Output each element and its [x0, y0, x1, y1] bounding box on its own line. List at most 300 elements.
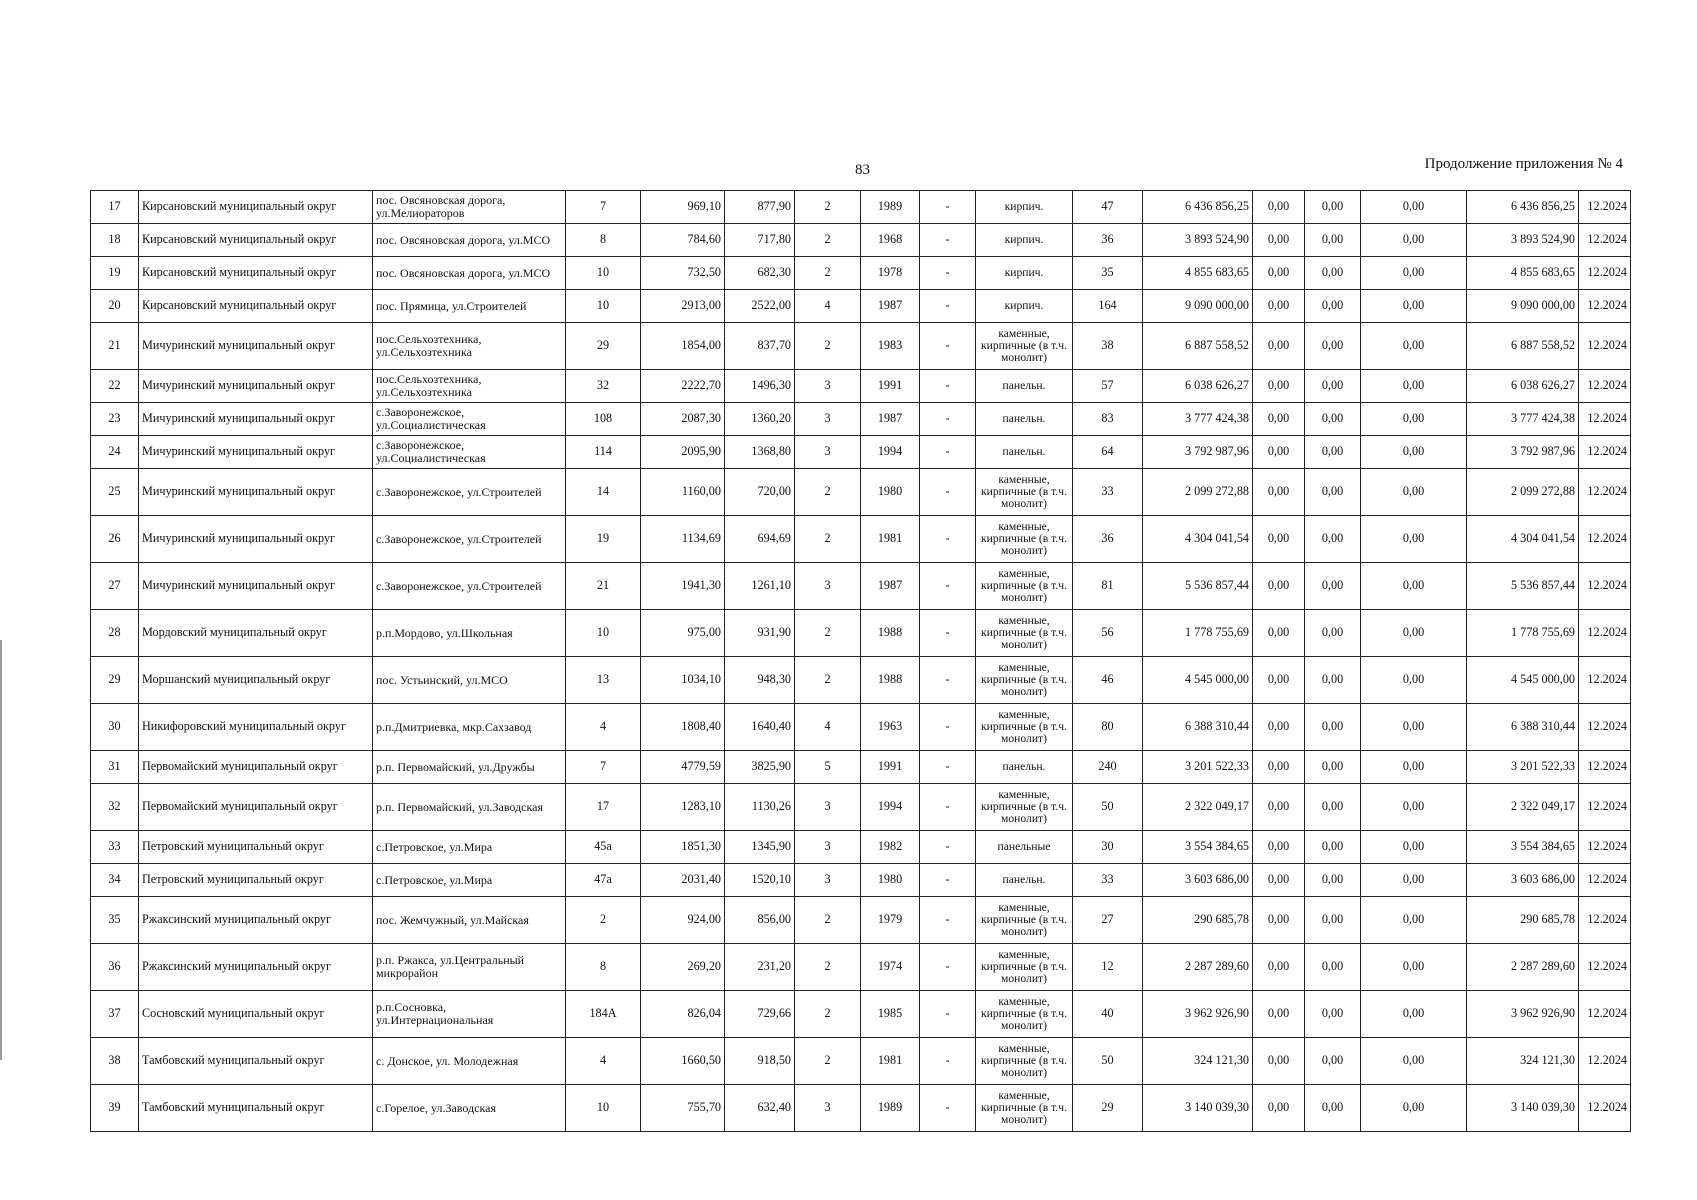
cell-municipality: Сосновский муниципальный округ	[139, 991, 373, 1038]
cell-total-cost: 6 388 310,44	[1143, 704, 1253, 751]
cell-cost-owners: 3 893 524,90	[1467, 224, 1579, 257]
cell-floors: 2	[795, 657, 861, 704]
cell-living-area: 1261,10	[725, 563, 795, 610]
cell-municipality: Мичуринский муниципальный округ	[139, 469, 373, 516]
cell-row-number: 33	[91, 831, 139, 864]
cell-cost-fund: 0,00	[1253, 436, 1305, 469]
cell-municipality: Мичуринский муниципальный округ	[139, 516, 373, 563]
cell-wall-material: панельн.	[976, 370, 1073, 403]
cell-total-cost: 3 603 686,00	[1143, 864, 1253, 897]
cell-residents: 29	[1073, 1085, 1143, 1132]
cell-cost-region: 0,00	[1305, 563, 1361, 610]
cell-cost-fund: 0,00	[1253, 224, 1305, 257]
cell-wall-material: каменные, кирпичные (в т.ч. монолит)	[976, 944, 1073, 991]
cell-total-cost: 3 201 522,33	[1143, 751, 1253, 784]
cell-row-number: 35	[91, 897, 139, 944]
cell-total-cost: 2 099 272,88	[1143, 469, 1253, 516]
cell-completion-date: 12.2024	[1579, 516, 1631, 563]
cell-cost-local: 0,00	[1361, 323, 1467, 370]
table-row	[91, 516, 1631, 563]
cell-cost-region: 0,00	[1305, 610, 1361, 657]
cell-cost-fund: 0,00	[1253, 704, 1305, 751]
cell-cost-local: 0,00	[1361, 704, 1467, 751]
cell-cost-fund: 0,00	[1253, 991, 1305, 1038]
cell-cost-owners: 3 201 522,33	[1467, 751, 1579, 784]
table-row	[91, 657, 1631, 704]
table-row	[91, 751, 1631, 784]
cell-row-number: 23	[91, 403, 139, 436]
table-row	[91, 257, 1631, 290]
cell-year-built: 1994	[861, 784, 920, 831]
cell-cost-region: 0,00	[1305, 191, 1361, 224]
cell-completion-date: 12.2024	[1579, 751, 1631, 784]
cell-blank-cell: -	[920, 784, 976, 831]
cell-row-number: 17	[91, 191, 139, 224]
cell-cost-local: 0,00	[1361, 1085, 1467, 1132]
cell-house-number: 8	[566, 944, 641, 991]
cell-residents: 12	[1073, 944, 1143, 991]
cell-municipality: Мичуринский муниципальный округ	[139, 403, 373, 436]
cell-row-number: 25	[91, 469, 139, 516]
cell-cost-owners: 3 140 039,30	[1467, 1085, 1579, 1132]
cell-total-area: 1808,40	[641, 704, 725, 751]
cell-blank-cell: -	[920, 897, 976, 944]
cell-blank-cell: -	[920, 290, 976, 323]
cell-cost-region: 0,00	[1305, 323, 1361, 370]
cell-wall-material: каменные, кирпичные (в т.ч. монолит)	[976, 1038, 1073, 1085]
cell-municipality: Ржаксинский муниципальный округ	[139, 897, 373, 944]
cell-address: с.Заворонежское, ул.Строителей	[373, 516, 566, 563]
table-row	[91, 864, 1631, 897]
cell-municipality: Кирсановский муниципальный округ	[139, 257, 373, 290]
cell-floors: 2	[795, 610, 861, 657]
scan-edge-mark	[0, 640, 2, 1060]
cell-cost-local: 0,00	[1361, 469, 1467, 516]
cell-cost-owners: 6 038 626,27	[1467, 370, 1579, 403]
cell-address: с.Петровское, ул.Мира	[373, 831, 566, 864]
cell-house-number: 47а	[566, 864, 641, 897]
cell-total-area: 1854,00	[641, 323, 725, 370]
cell-completion-date: 12.2024	[1579, 1085, 1631, 1132]
cell-completion-date: 12.2024	[1579, 436, 1631, 469]
cell-row-number: 26	[91, 516, 139, 563]
cell-completion-date: 12.2024	[1579, 469, 1631, 516]
table-row	[91, 944, 1631, 991]
cell-completion-date: 12.2024	[1579, 290, 1631, 323]
cell-total-cost: 9 090 000,00	[1143, 290, 1253, 323]
cell-house-number: 19	[566, 516, 641, 563]
cell-cost-fund: 0,00	[1253, 784, 1305, 831]
cell-cost-region: 0,00	[1305, 897, 1361, 944]
cell-floors: 2	[795, 991, 861, 1038]
cell-address: пос. Прямица, ул.Строителей	[373, 290, 566, 323]
cell-house-number: 108	[566, 403, 641, 436]
cell-total-cost: 3 140 039,30	[1143, 1085, 1253, 1132]
cell-total-cost: 4 545 000,00	[1143, 657, 1253, 704]
cell-address: с.Заворонежское, ул.Строителей	[373, 563, 566, 610]
cell-cost-fund: 0,00	[1253, 563, 1305, 610]
cell-row-number: 36	[91, 944, 139, 991]
cell-cost-owners: 290 685,78	[1467, 897, 1579, 944]
table-row	[91, 897, 1631, 944]
cell-cost-owners: 2 322 049,17	[1467, 784, 1579, 831]
cell-floors: 3	[795, 563, 861, 610]
cell-floors: 4	[795, 290, 861, 323]
cell-floors: 3	[795, 864, 861, 897]
cell-cost-owners: 324 121,30	[1467, 1038, 1579, 1085]
cell-cost-region: 0,00	[1305, 436, 1361, 469]
cell-completion-date: 12.2024	[1579, 657, 1631, 704]
cell-floors: 2	[795, 944, 861, 991]
cell-wall-material: кирпич.	[976, 257, 1073, 290]
cell-blank-cell: -	[920, 370, 976, 403]
cell-wall-material: каменные, кирпичные (в т.ч. монолит)	[976, 897, 1073, 944]
cell-year-built: 1988	[861, 610, 920, 657]
table-body	[91, 191, 1631, 1132]
cell-year-built: 1983	[861, 323, 920, 370]
cell-residents: 50	[1073, 1038, 1143, 1085]
cell-total-cost: 2 287 289,60	[1143, 944, 1253, 991]
cell-house-number: 14	[566, 469, 641, 516]
cell-blank-cell: -	[920, 469, 976, 516]
cell-cost-local: 0,00	[1361, 370, 1467, 403]
cell-cost-owners: 5 536 857,44	[1467, 563, 1579, 610]
cell-residents: 64	[1073, 436, 1143, 469]
cell-municipality: Первомайский муниципальный округ	[139, 751, 373, 784]
cell-wall-material: кирпич.	[976, 290, 1073, 323]
cell-living-area: 856,00	[725, 897, 795, 944]
cell-house-number: 29	[566, 323, 641, 370]
cell-year-built: 1968	[861, 224, 920, 257]
cell-living-area: 1368,80	[725, 436, 795, 469]
cell-cost-local: 0,00	[1361, 1038, 1467, 1085]
cell-completion-date: 12.2024	[1579, 944, 1631, 991]
cell-total-area: 924,00	[641, 897, 725, 944]
cell-residents: 30	[1073, 831, 1143, 864]
cell-house-number: 10	[566, 610, 641, 657]
cell-cost-owners: 3 603 686,00	[1467, 864, 1579, 897]
cell-blank-cell: -	[920, 864, 976, 897]
cell-living-area: 931,90	[725, 610, 795, 657]
cell-row-number: 18	[91, 224, 139, 257]
cell-completion-date: 12.2024	[1579, 563, 1631, 610]
cell-floors: 2	[795, 323, 861, 370]
table-row	[91, 469, 1631, 516]
cell-total-area: 1134,69	[641, 516, 725, 563]
cell-cost-region: 0,00	[1305, 751, 1361, 784]
cell-blank-cell: -	[920, 657, 976, 704]
cell-total-cost: 290 685,78	[1143, 897, 1253, 944]
cell-total-area: 1941,30	[641, 563, 725, 610]
cell-cost-region: 0,00	[1305, 991, 1361, 1038]
cell-wall-material: каменные, кирпичные (в т.ч. монолит)	[976, 469, 1073, 516]
cell-year-built: 1974	[861, 944, 920, 991]
cell-living-area: 1640,40	[725, 704, 795, 751]
cell-total-area: 4779,59	[641, 751, 725, 784]
cell-wall-material: панельн.	[976, 403, 1073, 436]
cell-total-area: 2222,70	[641, 370, 725, 403]
cell-address: пос. Жемчужный, ул.Майская	[373, 897, 566, 944]
cell-cost-local: 0,00	[1361, 831, 1467, 864]
cell-total-cost: 5 536 857,44	[1143, 563, 1253, 610]
cell-house-number: 7	[566, 751, 641, 784]
cell-blank-cell: -	[920, 516, 976, 563]
cell-blank-cell: -	[920, 257, 976, 290]
cell-floors: 2	[795, 257, 861, 290]
cell-living-area: 3825,90	[725, 751, 795, 784]
table-row	[91, 290, 1631, 323]
cell-total-cost: 3 554 384,65	[1143, 831, 1253, 864]
cell-wall-material: панельн.	[976, 751, 1073, 784]
cell-house-number: 10	[566, 1085, 641, 1132]
table-row	[91, 370, 1631, 403]
cell-municipality: Тамбовский муниципальный округ	[139, 1085, 373, 1132]
cell-house-number: 10	[566, 290, 641, 323]
cell-address: р.п. Первомайский, ул.Дружбы	[373, 751, 566, 784]
table-row	[91, 191, 1631, 224]
cell-municipality: Кирсановский муниципальный округ	[139, 191, 373, 224]
table-row	[91, 610, 1631, 657]
cell-cost-fund: 0,00	[1253, 257, 1305, 290]
cell-municipality: Тамбовский муниципальный округ	[139, 1038, 373, 1085]
cell-cost-fund: 0,00	[1253, 610, 1305, 657]
cell-blank-cell: -	[920, 610, 976, 657]
cell-address: пос. Устьинский, ул.МСО	[373, 657, 566, 704]
cell-row-number: 37	[91, 991, 139, 1038]
table-row	[91, 1038, 1631, 1085]
table-row	[91, 403, 1631, 436]
cell-living-area: 1345,90	[725, 831, 795, 864]
cell-cost-fund: 0,00	[1253, 897, 1305, 944]
cell-residents: 50	[1073, 784, 1143, 831]
cell-house-number: 45а	[566, 831, 641, 864]
cell-blank-cell: -	[920, 1085, 976, 1132]
cell-address: с.Петровское, ул.Мира	[373, 864, 566, 897]
cell-total-area: 1851,30	[641, 831, 725, 864]
cell-municipality: Моршанский муниципальный округ	[139, 657, 373, 704]
cell-blank-cell: -	[920, 224, 976, 257]
cell-floors: 5	[795, 751, 861, 784]
cell-row-number: 34	[91, 864, 139, 897]
cell-total-area: 969,10	[641, 191, 725, 224]
cell-cost-owners: 4 855 683,65	[1467, 257, 1579, 290]
cell-address: пос.Сельхозтехника, ул.Сельхозтехника	[373, 323, 566, 370]
cell-residents: 81	[1073, 563, 1143, 610]
cell-address: р.п.Мордово, ул.Школьная	[373, 610, 566, 657]
cell-living-area: 837,70	[725, 323, 795, 370]
cell-floors: 2	[795, 191, 861, 224]
cell-row-number: 38	[91, 1038, 139, 1085]
cell-cost-local: 0,00	[1361, 751, 1467, 784]
cell-wall-material: каменные, кирпичные (в т.ч. монолит)	[976, 991, 1073, 1038]
cell-residents: 47	[1073, 191, 1143, 224]
cell-completion-date: 12.2024	[1579, 257, 1631, 290]
cell-residents: 57	[1073, 370, 1143, 403]
cell-year-built: 1987	[861, 403, 920, 436]
cell-year-built: 1989	[861, 191, 920, 224]
cell-house-number: 13	[566, 657, 641, 704]
cell-house-number: 4	[566, 1038, 641, 1085]
cell-wall-material: каменные, кирпичные (в т.ч. монолит)	[976, 1085, 1073, 1132]
cell-cost-local: 0,00	[1361, 403, 1467, 436]
cell-house-number: 114	[566, 436, 641, 469]
cell-total-area: 784,60	[641, 224, 725, 257]
cell-floors: 2	[795, 516, 861, 563]
cell-wall-material: каменные, кирпичные (в т.ч. монолит)	[976, 516, 1073, 563]
cell-year-built: 1963	[861, 704, 920, 751]
cell-municipality: Ржаксинский муниципальный округ	[139, 944, 373, 991]
cell-blank-cell: -	[920, 563, 976, 610]
cell-total-area: 269,20	[641, 944, 725, 991]
cell-cost-owners: 4 304 041,54	[1467, 516, 1579, 563]
cell-floors: 4	[795, 704, 861, 751]
cell-living-area: 729,66	[725, 991, 795, 1038]
table-row	[91, 224, 1631, 257]
cell-cost-region: 0,00	[1305, 257, 1361, 290]
page-number: 83	[855, 162, 870, 178]
cell-residents: 36	[1073, 224, 1143, 257]
cell-row-number: 30	[91, 704, 139, 751]
cell-row-number: 32	[91, 784, 139, 831]
cell-year-built: 1988	[861, 657, 920, 704]
cell-wall-material: каменные, кирпичные (в т.ч. монолит)	[976, 563, 1073, 610]
cell-blank-cell: -	[920, 323, 976, 370]
cell-total-cost: 2 322 049,17	[1143, 784, 1253, 831]
cell-row-number: 27	[91, 563, 139, 610]
cell-blank-cell: -	[920, 991, 976, 1038]
cell-row-number: 24	[91, 436, 139, 469]
cell-blank-cell: -	[920, 191, 976, 224]
cell-residents: 46	[1073, 657, 1143, 704]
cell-cost-local: 0,00	[1361, 516, 1467, 563]
cell-address: с.Заворонежское, ул.Социалистическая	[373, 436, 566, 469]
cell-completion-date: 12.2024	[1579, 403, 1631, 436]
cell-year-built: 1980	[861, 469, 920, 516]
cell-living-area: 231,20	[725, 944, 795, 991]
cell-cost-owners: 1 778 755,69	[1467, 610, 1579, 657]
cell-total-area: 1034,10	[641, 657, 725, 704]
cell-cost-local: 0,00	[1361, 191, 1467, 224]
cell-cost-owners: 9 090 000,00	[1467, 290, 1579, 323]
cell-cost-owners: 3 962 926,90	[1467, 991, 1579, 1038]
cell-cost-region: 0,00	[1305, 403, 1361, 436]
cell-total-area: 732,50	[641, 257, 725, 290]
cell-cost-fund: 0,00	[1253, 403, 1305, 436]
cell-row-number: 21	[91, 323, 139, 370]
cell-cost-fund: 0,00	[1253, 370, 1305, 403]
table-row	[91, 784, 1631, 831]
cell-house-number: 32	[566, 370, 641, 403]
cell-completion-date: 12.2024	[1579, 370, 1631, 403]
cell-total-cost: 324 121,30	[1143, 1038, 1253, 1085]
cell-floors: 3	[795, 436, 861, 469]
cell-address: с.Заворонежское, ул.Социалистическая	[373, 403, 566, 436]
cell-municipality: Мичуринский муниципальный округ	[139, 563, 373, 610]
cell-cost-fund: 0,00	[1253, 751, 1305, 784]
cell-living-area: 632,40	[725, 1085, 795, 1132]
cell-cost-region: 0,00	[1305, 290, 1361, 323]
cell-house-number: 21	[566, 563, 641, 610]
cell-cost-owners: 2 287 289,60	[1467, 944, 1579, 991]
cell-residents: 40	[1073, 991, 1143, 1038]
cell-year-built: 1982	[861, 831, 920, 864]
cell-house-number: 10	[566, 257, 641, 290]
cell-blank-cell: -	[920, 944, 976, 991]
cell-house-number: 2	[566, 897, 641, 944]
table-row	[91, 1085, 1631, 1132]
cell-cost-region: 0,00	[1305, 1038, 1361, 1085]
cell-living-area: 918,50	[725, 1038, 795, 1085]
cell-residents: 33	[1073, 469, 1143, 516]
cell-wall-material: панельн.	[976, 436, 1073, 469]
table-row	[91, 436, 1631, 469]
cell-address: пос. Овсяновская дорога, ул.МСО	[373, 224, 566, 257]
cell-floors: 3	[795, 403, 861, 436]
table-row	[91, 991, 1631, 1038]
cell-year-built: 1989	[861, 1085, 920, 1132]
cell-living-area: 682,30	[725, 257, 795, 290]
cell-residents: 35	[1073, 257, 1143, 290]
cell-wall-material: кирпич.	[976, 191, 1073, 224]
cell-completion-date: 12.2024	[1579, 224, 1631, 257]
cell-row-number: 22	[91, 370, 139, 403]
cell-cost-region: 0,00	[1305, 864, 1361, 897]
cell-total-area: 2087,30	[641, 403, 725, 436]
cell-total-area: 826,04	[641, 991, 725, 1038]
cell-total-cost: 4 855 683,65	[1143, 257, 1253, 290]
cell-completion-date: 12.2024	[1579, 831, 1631, 864]
cell-wall-material: панельн.	[976, 864, 1073, 897]
cell-living-area: 694,69	[725, 516, 795, 563]
cell-total-area: 755,70	[641, 1085, 725, 1132]
cell-floors: 2	[795, 897, 861, 944]
cell-cost-region: 0,00	[1305, 1085, 1361, 1132]
cell-total-cost: 3 792 987,96	[1143, 436, 1253, 469]
cell-living-area: 1520,10	[725, 864, 795, 897]
cell-cost-local: 0,00	[1361, 944, 1467, 991]
table-row	[91, 831, 1631, 864]
cell-living-area: 1360,20	[725, 403, 795, 436]
cell-municipality: Кирсановский муниципальный округ	[139, 224, 373, 257]
cell-address: р.п. Первомайский, ул.Заводская	[373, 784, 566, 831]
cell-completion-date: 12.2024	[1579, 191, 1631, 224]
cell-completion-date: 12.2024	[1579, 704, 1631, 751]
cell-row-number: 39	[91, 1085, 139, 1132]
cell-total-area: 2031,40	[641, 864, 725, 897]
cell-completion-date: 12.2024	[1579, 991, 1631, 1038]
cell-cost-local: 0,00	[1361, 864, 1467, 897]
continuation-title: Продолжение приложения № 4	[1424, 156, 1623, 172]
cell-cost-owners: 3 777 424,38	[1467, 403, 1579, 436]
cell-municipality: Мордовский муниципальный округ	[139, 610, 373, 657]
cell-address: р.п.Сосновка, ул.Интернациональная	[373, 991, 566, 1038]
cell-cost-owners: 6 887 558,52	[1467, 323, 1579, 370]
cell-cost-local: 0,00	[1361, 563, 1467, 610]
cell-year-built: 1981	[861, 1038, 920, 1085]
cell-wall-material: каменные, кирпичные (в т.ч. монолит)	[976, 784, 1073, 831]
cell-year-built: 1981	[861, 516, 920, 563]
cell-residents: 80	[1073, 704, 1143, 751]
cell-house-number: 7	[566, 191, 641, 224]
cell-cost-local: 0,00	[1361, 436, 1467, 469]
cell-wall-material: каменные, кирпичные (в т.ч. монолит)	[976, 323, 1073, 370]
cell-cost-fund: 0,00	[1253, 469, 1305, 516]
cell-address: пос.Сельхозтехника, ул.Сельхозтехника	[373, 370, 566, 403]
cell-total-area: 2913,00	[641, 290, 725, 323]
cell-wall-material: каменные, кирпичные (в т.ч. монолит)	[976, 610, 1073, 657]
cell-living-area: 717,80	[725, 224, 795, 257]
cell-municipality: Петровский муниципальный округ	[139, 831, 373, 864]
